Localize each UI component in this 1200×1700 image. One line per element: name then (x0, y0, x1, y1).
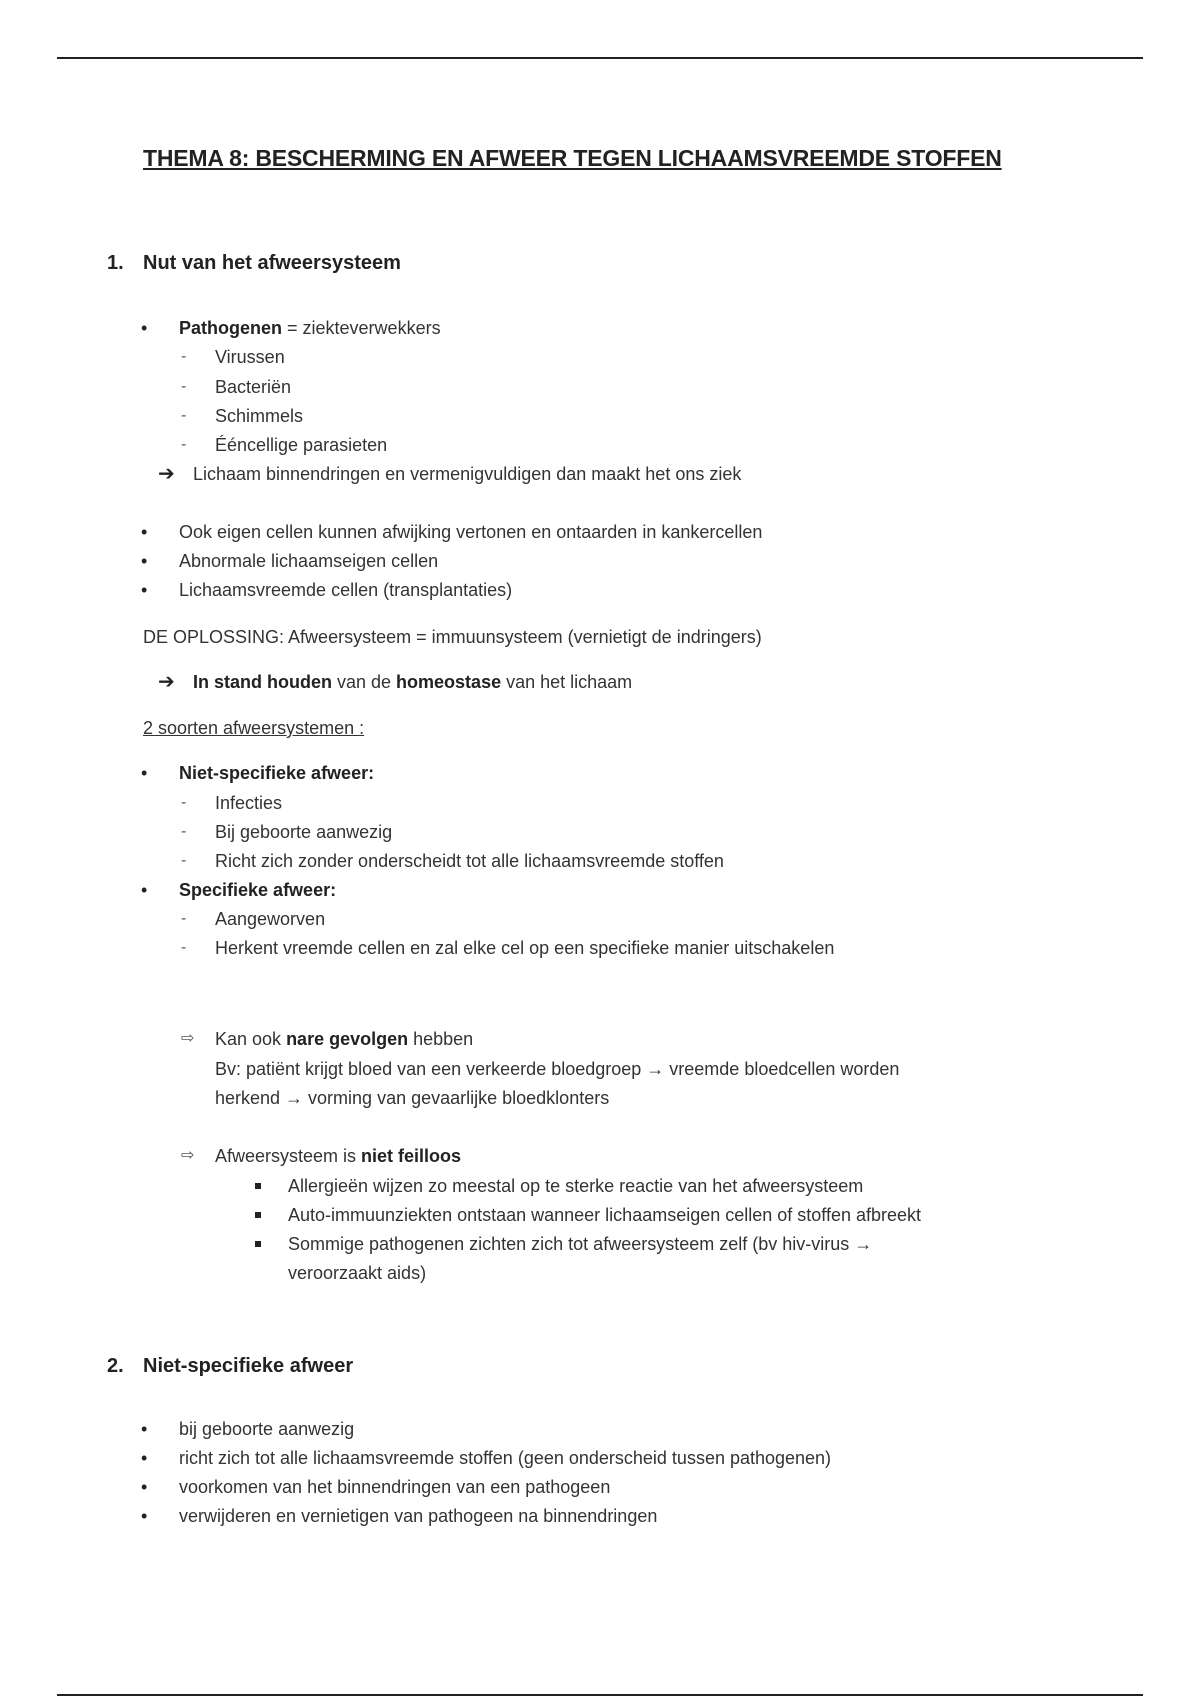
dash-icon: - (181, 436, 187, 453)
dash-icon: - (181, 794, 187, 811)
gevolgen-bold: nare gevolgen (286, 1029, 409, 1049)
list-item-continuation: veroorzaakt aids) (288, 1263, 427, 1283)
bullet-icon: • (141, 880, 148, 900)
homeostase-line (193, 671, 632, 693)
section-2-number: 2. (107, 1355, 124, 1377)
section-2-heading (107, 1355, 353, 1378)
list-item: Herkent vreemde cellen en zal elke cel op een specifieke manier uitschakelen (215, 938, 835, 958)
bullet-icon: • (141, 522, 148, 542)
square-bullet-icon (255, 1183, 261, 1189)
square-bullet-icon (255, 1241, 261, 1247)
dash-icon: - (181, 939, 187, 956)
list-item: Infecties (215, 793, 283, 813)
list-item: Abnormale lichaamseigen cellen (179, 551, 439, 571)
pathogen-type-item: Schimmels (215, 406, 304, 426)
pathogen-type-item: Virussen (215, 347, 285, 367)
section-2-title: Niet-specifieke afweer (143, 1355, 354, 1377)
pathogen-type-item: Ééncellige parasieten (215, 435, 388, 455)
feilloos-line (215, 1145, 461, 1167)
dash-icon: - (181, 378, 187, 395)
bullet-icon: • (141, 1477, 148, 1497)
document-title: THEMA 8: BESCHERMING EN AFWEER TEGEN LICHAAMSVREEMDE STOFFEN (143, 145, 1002, 171)
hollow-arrow-icon: ⇨ (181, 1030, 195, 1047)
niet-specifiek-label (179, 762, 374, 784)
bullet-icon: • (141, 1419, 148, 1439)
pathogenen-line (179, 317, 441, 339)
bullet-icon: • (141, 318, 148, 338)
section-1-title: Nut van het afweersysteem (143, 252, 401, 274)
dash-icon: - (181, 407, 187, 424)
list-item: Allergieën wijzen zo meestal op te sterke reactie van het afweersysteem (288, 1176, 864, 1196)
stand-mid: van de (332, 672, 397, 692)
gevolgen-post: hebben (408, 1029, 474, 1049)
specifiek-label-text: Specifieke afweer: (179, 880, 337, 900)
dash-icon: - (181, 348, 187, 365)
bullet-icon: • (141, 551, 148, 571)
arrow-right-icon: ➔ (158, 671, 175, 693)
section-1-number: 1. (107, 252, 124, 274)
bullet-icon: • (141, 1506, 148, 1526)
dash-icon: - (181, 910, 187, 927)
gevolgen-example-line-2: herkend → vorming van gevaarlijke bloedklonters (215, 1088, 610, 1108)
list-item: Auto-immuunziekten ontstaan wanneer lichaamseigen cellen of stoffen afbreekt (288, 1205, 922, 1225)
feilloos-bold: niet feilloos (361, 1146, 462, 1166)
list-item: Lichaamsvreemde cellen (transplantaties) (179, 580, 513, 600)
pathogenen-definition: = ziekteverwekkers (282, 318, 441, 338)
feilloos-pre: Afweersysteem is (215, 1146, 362, 1166)
square-bullet-icon (255, 1212, 261, 1218)
list-item: Richt zich zonder onderscheidt tot alle lichaamsvreemde stoffen (215, 851, 724, 871)
gevolgen-example-line-1: Bv: patiënt krijgt bloed van een verkeerde bloedgroep → vreemde bloedcellen worden (215, 1059, 900, 1079)
list-item: verwijderen en vernietigen van pathogeen na binnendringen (179, 1506, 658, 1526)
bullet-icon: • (141, 763, 148, 783)
stand-bold: In stand houden (193, 672, 332, 692)
oplossing-line: DE OPLOSSING: Afweersysteem = immuunsysteem (vernietigt de indringers) (143, 627, 762, 647)
pathogenen-term: Pathogenen (179, 318, 283, 338)
list-item: bij geboorte aanwezig (179, 1419, 355, 1439)
top-rule (57, 57, 1143, 59)
homeostase-bold: homeostase (396, 672, 502, 692)
gevolgen-line (215, 1028, 473, 1050)
dash-icon: - (181, 852, 187, 869)
stand-end: van het lichaam (501, 672, 633, 692)
bottom-rule (57, 1694, 1143, 1696)
section-1-heading (107, 252, 401, 275)
list-item: Ook eigen cellen kunnen afwijking vertonen en ontaarden in kankercellen (179, 522, 763, 542)
list-item: Bij geboorte aanwezig (215, 822, 393, 842)
list-item: voorkomen van het binnendringen van een pathogeen (179, 1477, 611, 1497)
hollow-arrow-icon: ⇨ (181, 1147, 195, 1164)
niet-specifiek-label-text: Niet-specifieke afweer: (179, 763, 375, 783)
bullet-icon: • (141, 1448, 148, 1468)
arrow-note: Lichaam binnendringen en vermenigvuldigen dan maakt het ons ziek (193, 464, 742, 484)
list-item: Sommige pathogenen zichten zich tot afweersysteem zelf (bv hiv-virus → (288, 1234, 873, 1254)
specifiek-label (179, 879, 336, 901)
soorten-label: 2 soorten afweersystemen : (143, 718, 365, 738)
list-item: Aangeworven (215, 909, 326, 929)
dash-icon: - (181, 823, 187, 840)
pathogen-type-item: Bacteriën (215, 377, 292, 397)
arrow-right-icon: ➔ (158, 463, 175, 485)
bullet-icon: • (141, 580, 148, 600)
gevolgen-pre: Kan ook (215, 1029, 287, 1049)
list-item: richt zich tot alle lichaamsvreemde stoffen (geen onderscheid tussen pathogenen) (179, 1448, 832, 1468)
